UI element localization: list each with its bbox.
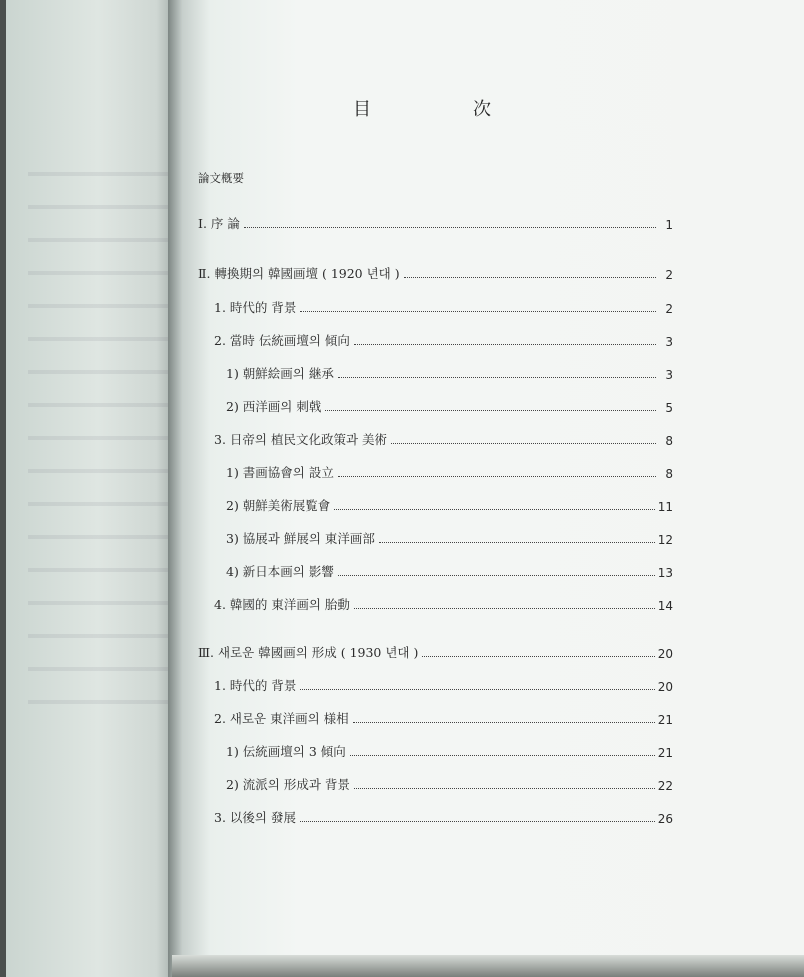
toc-entry-page: 3 bbox=[665, 368, 673, 382]
toc-entry bbox=[214, 296, 673, 316]
toc-entry bbox=[214, 674, 673, 694]
page-bottom-edge bbox=[172, 955, 804, 977]
toc-entry-label: 4) 新日本画의 影響 bbox=[226, 564, 334, 579]
dot-leader bbox=[404, 276, 656, 278]
toc-entry-page: 1 bbox=[665, 218, 673, 232]
toc-entry-label: 2. 새로운 東洋画의 様相 bbox=[214, 711, 349, 726]
toc-entry-page: 14 bbox=[657, 599, 673, 613]
toc-entry-page: 8 bbox=[665, 434, 673, 448]
dot-leader bbox=[354, 343, 656, 345]
toc-entry bbox=[226, 494, 673, 514]
toc-entry bbox=[214, 593, 673, 613]
bleed-through-text bbox=[28, 150, 178, 710]
toc-entry bbox=[226, 773, 673, 793]
toc-entry-page: 2 bbox=[665, 268, 673, 282]
toc-entry-label: 2. 當時 伝統画壇의 傾向 bbox=[214, 333, 350, 348]
toc-entry bbox=[226, 362, 673, 382]
dot-leader bbox=[338, 376, 656, 378]
toc-entry-label: 1) 伝統画壇의 3 傾向 bbox=[226, 744, 346, 759]
toc-entry-label: 1. 時代的 背景 bbox=[214, 678, 297, 693]
toc-entry bbox=[226, 740, 673, 760]
toc-entry-label: 2) 朝鮮美術展覧會 bbox=[226, 498, 331, 513]
toc-entry-label: Ⅰ. 序 論 bbox=[198, 216, 240, 231]
dot-leader bbox=[334, 508, 654, 510]
toc-entry bbox=[198, 262, 673, 282]
toc-entry-page: 5 bbox=[665, 401, 673, 415]
dot-leader bbox=[300, 310, 656, 312]
toc-entry-page: 20 bbox=[657, 680, 673, 694]
toc-entry-page: 21 bbox=[657, 746, 673, 760]
toc-entry-label: Ⅱ. 轉換期의 韓國画壇 ( 1920 년대 ) bbox=[198, 266, 400, 281]
dot-leader bbox=[354, 607, 655, 609]
abstract-label: 論文槪要 bbox=[198, 171, 244, 185]
dot-leader bbox=[422, 655, 654, 657]
title-char-1: 目 bbox=[353, 99, 371, 120]
toc-entry bbox=[226, 395, 673, 415]
toc-entry-label: 3) 協展과 鮮展의 東洋画部 bbox=[226, 531, 375, 546]
dot-leader bbox=[391, 442, 656, 444]
book-edge bbox=[0, 0, 6, 977]
toc-entry-page: 26 bbox=[657, 812, 673, 826]
toc-entry-label: 1) 朝鮮絵画의 継承 bbox=[226, 366, 334, 381]
dot-leader bbox=[379, 541, 655, 543]
book-gutter bbox=[168, 0, 182, 977]
toc-entry-page: 13 bbox=[657, 566, 673, 580]
dot-leader bbox=[300, 688, 654, 690]
dot-leader bbox=[350, 754, 655, 756]
title-char-2: 次 bbox=[473, 99, 491, 120]
toc-entry bbox=[214, 329, 673, 349]
toc-entry-label: Ⅲ. 새로운 韓國画의 形成 ( 1930 년대 ) bbox=[198, 645, 419, 660]
dot-leader bbox=[338, 475, 656, 477]
toc-entry-label: 1. 時代的 背景 bbox=[214, 300, 297, 315]
toc-entry-page: 3 bbox=[665, 335, 673, 349]
toc-entry bbox=[198, 641, 673, 661]
toc-entry-label: 3. 日帝의 植民文化政策과 美術 bbox=[214, 432, 387, 447]
toc-entry-label: 2) 流派의 形成과 背景 bbox=[226, 777, 350, 792]
toc-entry-page: 2 bbox=[665, 302, 673, 316]
dot-leader bbox=[338, 574, 655, 576]
dot-leader bbox=[300, 820, 655, 822]
dot-leader bbox=[325, 409, 656, 411]
toc-entry-label: 1) 書画協會의 設立 bbox=[226, 465, 334, 480]
toc-entry-page: 11 bbox=[657, 500, 673, 514]
page-title bbox=[340, 95, 500, 125]
dot-leader bbox=[354, 787, 655, 789]
toc-entry-label: 3. 以後의 發展 bbox=[214, 810, 296, 825]
toc-entry-page: 20 bbox=[657, 647, 673, 661]
right-page bbox=[172, 0, 804, 977]
dot-leader bbox=[244, 226, 656, 228]
toc-entry-page: 12 bbox=[657, 533, 673, 547]
toc-entry bbox=[214, 707, 673, 727]
toc-entry-label: 2) 西洋画의 刺戟 bbox=[226, 399, 322, 414]
toc-entry bbox=[226, 461, 673, 481]
toc-entry-page: 22 bbox=[657, 779, 673, 793]
toc-entry bbox=[214, 806, 673, 826]
dot-leader bbox=[353, 721, 655, 723]
toc-entry bbox=[198, 212, 673, 232]
toc-entry bbox=[214, 428, 673, 448]
toc-entry-page: 21 bbox=[657, 713, 673, 727]
toc-entry-label: 4. 韓國的 東洋画의 胎動 bbox=[214, 597, 350, 612]
toc-entry bbox=[226, 527, 673, 547]
toc-entry bbox=[226, 560, 673, 580]
toc-entry-page: 8 bbox=[665, 467, 673, 481]
